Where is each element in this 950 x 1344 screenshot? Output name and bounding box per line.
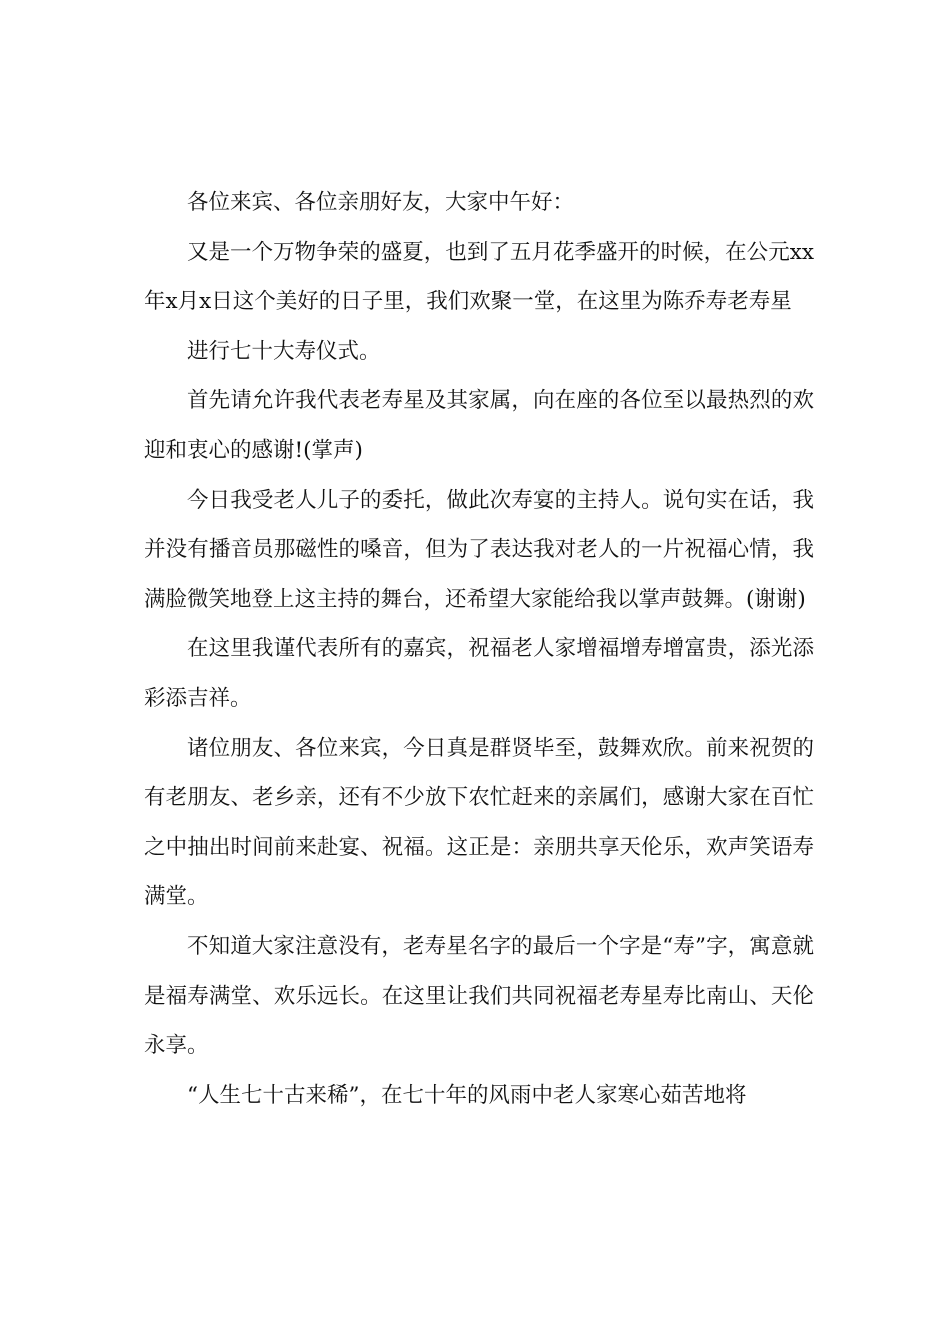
paragraph-welcome: 首先请允许我代表老寿星及其家属，向在座的各位至以最热烈的欢迎和衷心的感谢!(掌声): [144, 388, 814, 463]
paragraph-blessing: 在这里我谨代表所有的嘉宾，祝福老人家增福增寿增富贵，添光添彩添吉祥。: [144, 636, 814, 711]
paragraph-name-meaning: 不知道大家注意没有，老寿星名字的最后一个字是“寿”字，寓意就是福寿满堂、欢乐远长。在这里让我们共同祝福老寿星寿比南山、天伦永享。: [144, 933, 814, 1059]
paragraph-opening: 又是一个万物争荣的盛夏，也到了五月花季盛开的时候，在公元xx年x月x日这个美好的日子里，我们欢聚一堂，在这里为陈乔寿老寿星: [144, 239, 814, 315]
document-body: [144, 178, 814, 1120]
paragraph-seventy-years: “人生七十古来稀”，在七十年的风雨中老人家寒心茹苦地将: [187, 1082, 747, 1108]
paragraph-ceremony: 进行七十大寿仪式。: [187, 338, 381, 364]
paragraph-host-intro: 今日我受老人儿子的委托，做此次寿宴的主持人。说句实在话，我并没有播音员那磁性的嗓音，但为了表达我对老人的一片祝福心情，我满脸微笑地登上这主持的舞台，还希望大家能给我以掌声鼓舞。(谢谢): [144, 487, 814, 612]
paragraph-greeting: 各位来宾、各位亲朋好友，大家中午好：: [187, 190, 575, 215]
paragraph-guests: 诸位朋友、各位来宾，今日真是群贤毕至，鼓舞欢欣。前来祝贺的有老朋友、老乡亲，还有不少放下农忙赶来的亲属们，感谢大家在百忙之中抽出时间前来赴宴、祝福。这正是：亲朋共享天伦乐，欢声笑语寿满堂。: [144, 735, 814, 910]
